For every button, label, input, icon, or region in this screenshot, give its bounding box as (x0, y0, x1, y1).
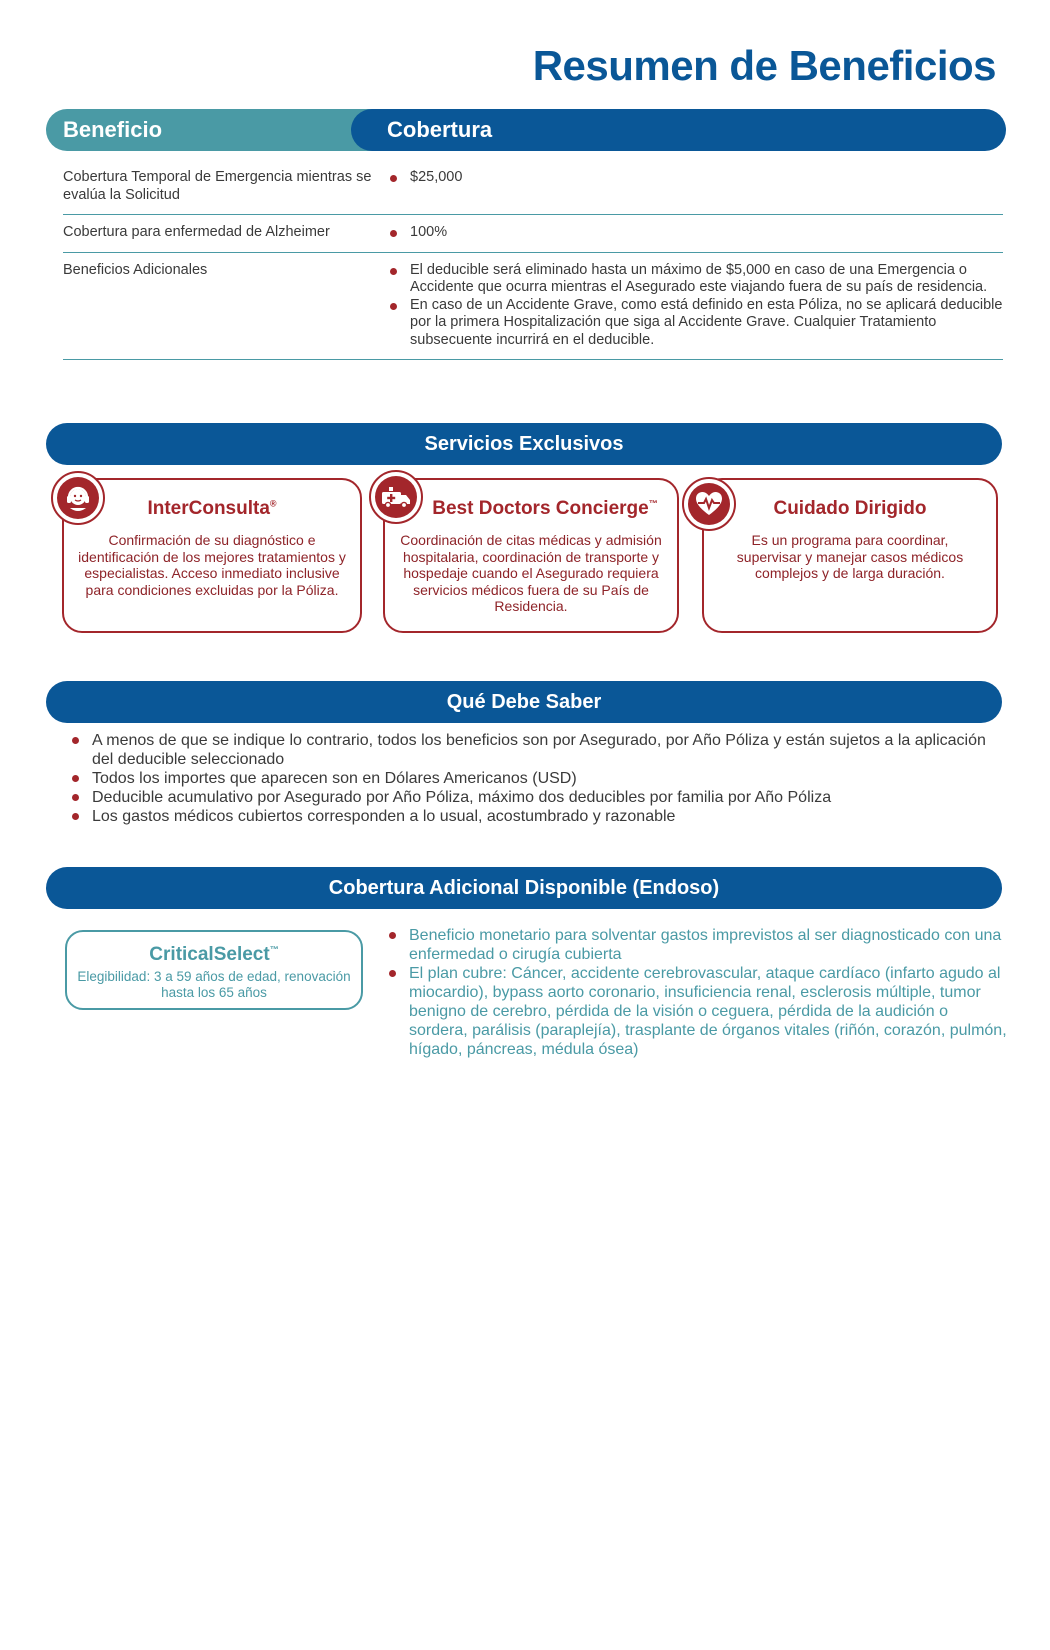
know-section-bar: Qué Debe Saber (46, 681, 1002, 723)
header-coverage: Cobertura (351, 109, 1006, 151)
endorsement-section-bar: Cobertura Adicional Disponible (Endoso) (46, 867, 1002, 909)
know-list (70, 731, 1010, 826)
benefit-name: Cobertura Temporal de Emergencia mientras se evalúa la Solicitud (63, 169, 372, 203)
service-card-concierge (383, 478, 679, 633)
service-card-title: Best Doctors Concierge™ (432, 498, 658, 519)
table-row (63, 253, 1003, 361)
service-card-interconsulta (62, 478, 362, 633)
heart-pulse-icon (682, 477, 736, 531)
coverage-item: 100% (388, 224, 1003, 242)
service-card-title: Cuidado Dirigido (773, 498, 927, 519)
table-row (63, 160, 1003, 215)
service-card-text: Coordinación de citas médicas y admisión hospitalaria, coordinación de transporte y hospedaje cuando el Asegurado requiera servicios médicos fuera de su País de Residencia. (400, 532, 662, 614)
service-card-cuidado (702, 478, 998, 633)
headset-doctor-icon (51, 471, 105, 525)
table-row (63, 215, 1003, 253)
endorsement-list (387, 926, 1007, 1059)
benefits-table (63, 160, 1003, 360)
benefits-table-header (46, 109, 1006, 151)
list-item: Beneficio monetario para solventar gastos imprevistos al ser diagnosticado con una enfermedad o cirugía cubierta (387, 926, 1007, 964)
list-item: Deducible acumulativo por Asegurado por Año Póliza, máximo dos deducibles por familia por Año Póliza (70, 788, 1010, 807)
criticalselect-card (65, 930, 363, 1010)
service-card-text: Es un programa para coordinar, supervisar y manejar casos médicos complejos y de larga duración. (736, 532, 964, 581)
coverage-item: $25,000 (388, 169, 1003, 187)
list-item: A menos de que se indique lo contrario, todos los beneficios son por Asegurado, por Año Póliza y están sujetos a la aplicación del deducible seleccionado (70, 731, 1010, 769)
eligibility-text: Elegibilidad: 3 a 59 años de edad, renovación hasta los 65 años (77, 969, 351, 1000)
list-item: Los gastos médicos cubiertos corresponden a lo usual, acostumbrado y razonable (70, 807, 1010, 826)
services-section-bar: Servicios Exclusivos (46, 423, 1002, 465)
product-name: CriticalSelect™ (149, 944, 279, 965)
ambulance-icon (369, 470, 423, 524)
coverage-item: En caso de un Accidente Grave, como está definido en esta Póliza, no se aplicará deducible por la primera Hospitalización que siga al Accidente Grave. Cualquier Tratamiento subsecuente incurrirá en el deducible. (388, 297, 1003, 350)
service-card-title: InterConsulta® (147, 498, 277, 519)
list-item: Todos los importes que aparecen son en Dólares Americanos (USD) (70, 769, 1010, 788)
list-item: El plan cubre: Cáncer, accidente cerebrovascular, ataque cardíaco (infarto agudo al miocardio), bypass aorto coronario, insuficiencia renal, esclerosis múltiple, tumor benigno de cerebro, pérdida de la visión o ceguera, pérdida de la audición o sordera, parálisis (paraplejía), trasplante de órganos vitales (riñón, corazón, pulmón, hígado, páncreas, médula ósea) (387, 964, 1007, 1059)
service-card-text: Confirmación de su diagnóstico e identificación de los mejores tratamientos y especialistas. Acceso inmediato inclusive para condiciones excluidas por la Póliza. (78, 532, 346, 598)
header-benefit: Beneficio (46, 109, 386, 151)
benefit-name: Cobertura para enfermedad de Alzheimer (63, 224, 330, 240)
benefit-name: Beneficios Adicionales (63, 261, 208, 278)
page-title: Resumen de Beneficios (532, 42, 996, 89)
coverage-item: El deducible será eliminado hasta un máximo de $5,000 en caso de una Emergencia o Accidente que ocurra mientras el Asegurado este viajando fuera de su país de residencia. (388, 262, 1003, 297)
